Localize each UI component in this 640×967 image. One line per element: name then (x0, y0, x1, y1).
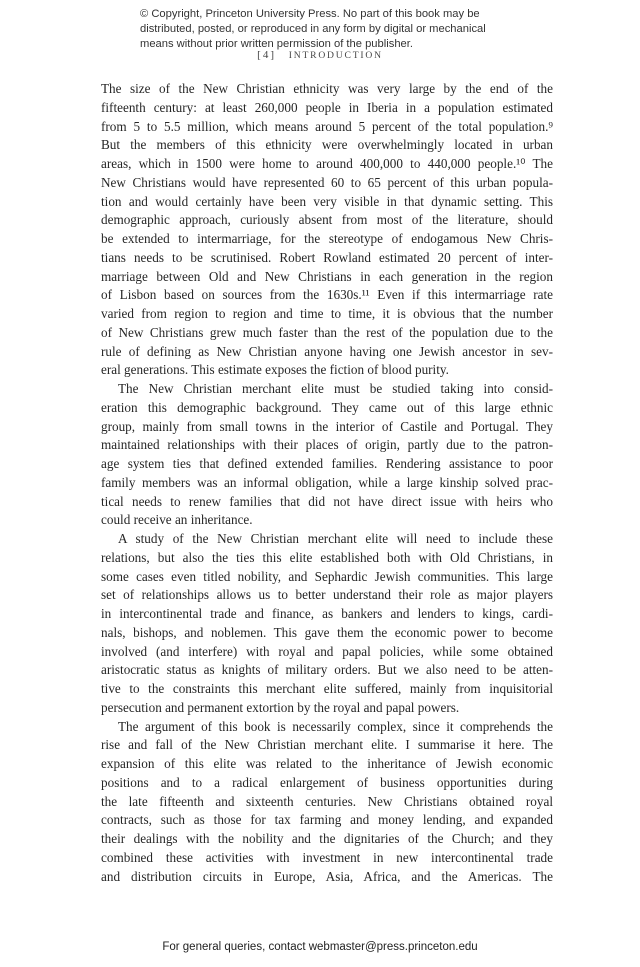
text-line: rise and fall of the New Christian merchant elite. I summarise it here. The (101, 737, 553, 753)
text-line: But the members of this ethnicity were overwhelmingly located in urban (101, 137, 553, 153)
text-line: areas, which in 1500 were home to around 400,000 to 440,000 people.¹⁰ The (101, 156, 553, 171)
text-line: family members was an informal obligation, while a large kinship solved prac- (101, 474, 553, 490)
text-line: The size of the New Christian ethnicity was very large by the end of the (101, 81, 553, 96)
text-line: aristocratic status as knights of military orders. But we also need to be atten- (101, 662, 553, 678)
text-line: New Christians would have represented 60 to 65 percent of this urban popula- (101, 174, 553, 190)
text-line: involved (and interfere) with royal and papal policies, while some obtained (101, 643, 553, 659)
text-line: combined these activities with investment in new intercontinental trade (101, 849, 553, 865)
text-line: contracts, such as those for tax farming and money lending, and expanded (101, 812, 553, 828)
text-line: varied from region to region and time to time, it is obvious that the number (101, 306, 553, 321)
running-head (0, 49, 640, 61)
text-line: eration this demographic background. They came out of this large ethnic (101, 399, 553, 415)
text-line: maintained relationships with their places of origin, partly due to the patron- (101, 437, 553, 453)
text-line: demographic approach, curiously absent from most of the literature, should (101, 212, 553, 228)
text-line: could receive an inheritance. (101, 512, 253, 528)
text-line: The argument of this book is necessarily complex, since it comprehends the (118, 718, 553, 734)
text-line: positions and to a radical enlargement of business opportunities during (101, 774, 553, 790)
text-line: of New Christians grew much faster than the rest of the population due to the (101, 324, 553, 340)
text-line: tive to the constraints this merchant elite suffered, mainly from inquisitorial (101, 681, 553, 696)
text-line: persecution and permanent extortion by the royal and papal powers. (101, 699, 460, 715)
text-line: The New Christian merchant elite must be studied taking into consid- (118, 381, 553, 396)
text-line: tians needs to be scrutinised. Robert Rowland estimated 20 percent of inter- (101, 249, 553, 265)
text-line: in intercontinental trade and finance, as bankers and lenders to kings, cardi- (101, 606, 553, 621)
text-line: expansion of this elite was related to the inheritance of Jewish economic (101, 756, 553, 771)
text-line: A study of the New Christian merchant elite will need to include these (118, 531, 553, 546)
text-line: tion and would certainly have been very visible in that dynamic setting. This (101, 193, 553, 209)
text-line: fifteenth century: at least 260,000 people in Iberia in a population estimated (101, 99, 553, 115)
text-line: relations, but also the ties this elite established both with Old Christians, in (101, 549, 553, 565)
text-line: tical needs to renew families that did not have direct issue with heirs who (101, 493, 553, 509)
text-line: age system ties that defined extended families. Rendering assistance to poor (101, 456, 553, 471)
text-line: nals, bishops, and noblemen. This gave them the economic power to become (101, 624, 553, 640)
text-line: be extended to intermarriage, for the stereotype of endogamous New Chris- (101, 231, 553, 246)
text-line: and distribution circuits in Europe, Asia, Africa, and the Americas. The (101, 868, 553, 884)
text-line: marriage between Old and New Christians in each generation in the region (101, 268, 553, 284)
text-line: set of relationships allows us to better understand their role as major players (101, 587, 553, 603)
copyright-notice: © Copyright, Princeton University Press. No part of this book may be distributed, posted, or reproduced in any form by digital or mechanical means without prior written permission of the publisher. (140, 8, 486, 50)
text-line: from 5 to 5.5 million, which means around 5 percent of the total population.⁹ (101, 118, 553, 134)
text-line: eral generations. This estimate exposes the fiction of blood purity. (101, 362, 449, 378)
text-line: their dealings with the nobility and the dignitaries of the Church; and they (101, 831, 553, 846)
section-title: INTRODUCTION (288, 50, 383, 61)
text-line: the late fifteenth and sixteenth centuries. New Christians obtained royal (101, 793, 553, 809)
text-line: rule of defining as New Christian anyone having one Jewish ancestor in sev- (101, 343, 553, 359)
footer-contact: For general queries, contact webmaster@press.princeton.edu (162, 941, 478, 953)
text-line: of Lisbon based on sources from the 1630s.¹¹ Even if this intermarriage rate (101, 287, 553, 303)
body-text (101, 80, 553, 886)
page-number: [4] (257, 49, 276, 61)
text-line: group, mainly from small towns in the interior of Castile and Portugal. They (101, 418, 553, 434)
text-line: some cases even titled nobility, and Sephardic Jewish communities. This large (101, 568, 553, 584)
